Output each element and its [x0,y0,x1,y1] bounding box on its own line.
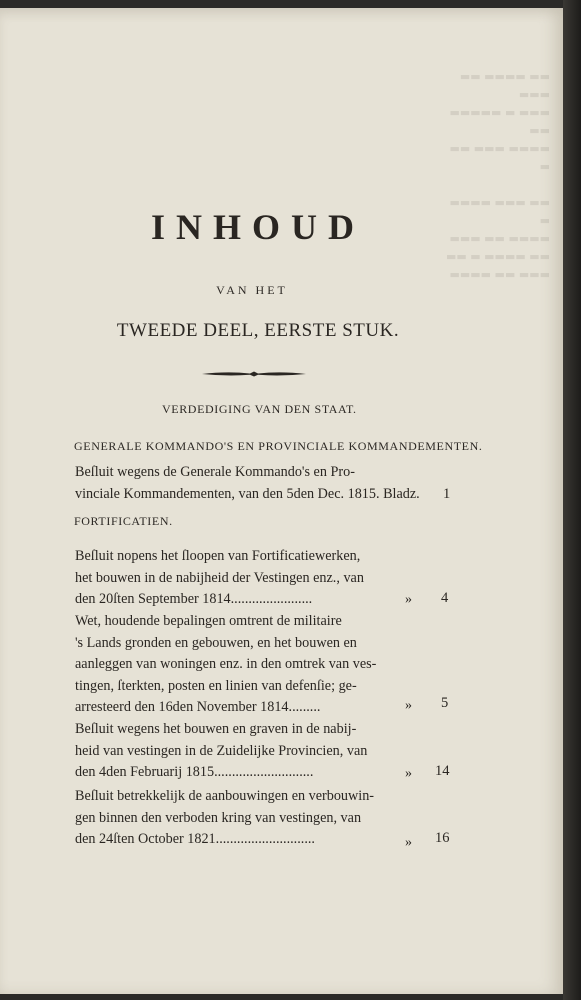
entry-line: Beſluit wegens de Generale Kommando's en Pro- [75,464,355,480]
ditto-mark: » [405,835,412,850]
subsection-heading: FORTIFICATIEN. [74,514,173,528]
entry-line: Wet, houdende bepalingen omtrent de militaire [75,613,342,629]
entry-line: tingen, ſterkten, posten en linien van defenſie; ge- [75,677,357,694]
entry-line: gen binnen den verboden kring van vestingen, van [75,809,362,826]
toc-entry [75,719,427,784]
entry-line: den 4den Februarij 1815............................ [75,764,314,780]
toc-entry [75,611,427,719]
toc-entry [75,786,427,851]
toc-entry [75,462,435,505]
page-subtitle: VAN HET [216,283,288,297]
page-number: 16 [435,830,450,846]
entry-line: 's Lands gronden en gebouwen, en het bouwen en [75,634,357,651]
section-heading: VERDEDIGING VAN DEN STAAT. [162,402,357,416]
entry-line: aanleggen van woningen enz. in den omtrek van ves- [75,656,377,672]
ditto-mark: » [405,592,412,607]
book-edge [563,0,581,1000]
entry-line: het bouwen in de nabijheid der Vestingen enz., van [75,569,364,586]
entry-line: den 24ſten October 1821............................ [75,831,315,847]
toc-entry [75,546,427,611]
ditto-mark: » [405,698,412,713]
entry-line: Beſluit nopens het ſloopen van Fortificatiewerken, [75,548,361,564]
show-through-text: ▬▬ ▬▬▬▬ ▬▬ ▬▬▬ ▬▬▬ ▬ ▬▬▬▬▬ ▬▬ ▬▬▬▬ ▬▬▬ ▬▬ ▬ ▬▬ ▬▬▬ ▬▬▬▬ ▬ ▬▬▬▬ ▬▬ ▬▬▬ ▬▬ ▬▬▬▬ ▬ ▬▬ ▬▬▬ ▬▬ ▬▬▬▬ [445,70,550,281]
entry-line: heid van vestingen in de Zuidelijke Provincien, van [75,742,368,759]
subsection-heading: GENERALE KOMMANDO'S EN PROVINCIALE KOMMANDEMENTEN. [74,439,483,453]
page-title: INHOUD [150,207,365,247]
page-number: 14 [435,763,450,779]
entry-line: den 20ſten September 1814....................... [75,591,313,607]
ditto-mark: » [405,766,412,781]
page-number: 1 [443,486,451,502]
entry-line: Beſluit wegens het bouwen en graven in de nabij- [75,721,357,737]
part-heading: TWEEDE DEEL, EERSTE STUK. [116,320,400,341]
page-number: 4 [441,590,449,606]
entry-line: arresteerd den 16den November 1814......... [75,699,321,715]
entry-line: Beſluit betrekkelijk de aanbouwingen en verbouwin- [75,788,375,804]
ornament-divider-icon [200,368,308,380]
page-number: 5 [441,695,449,711]
entry-line: vinciale Kommandementen, van den 5den Dec. 1815. Bladz. [75,485,420,502]
